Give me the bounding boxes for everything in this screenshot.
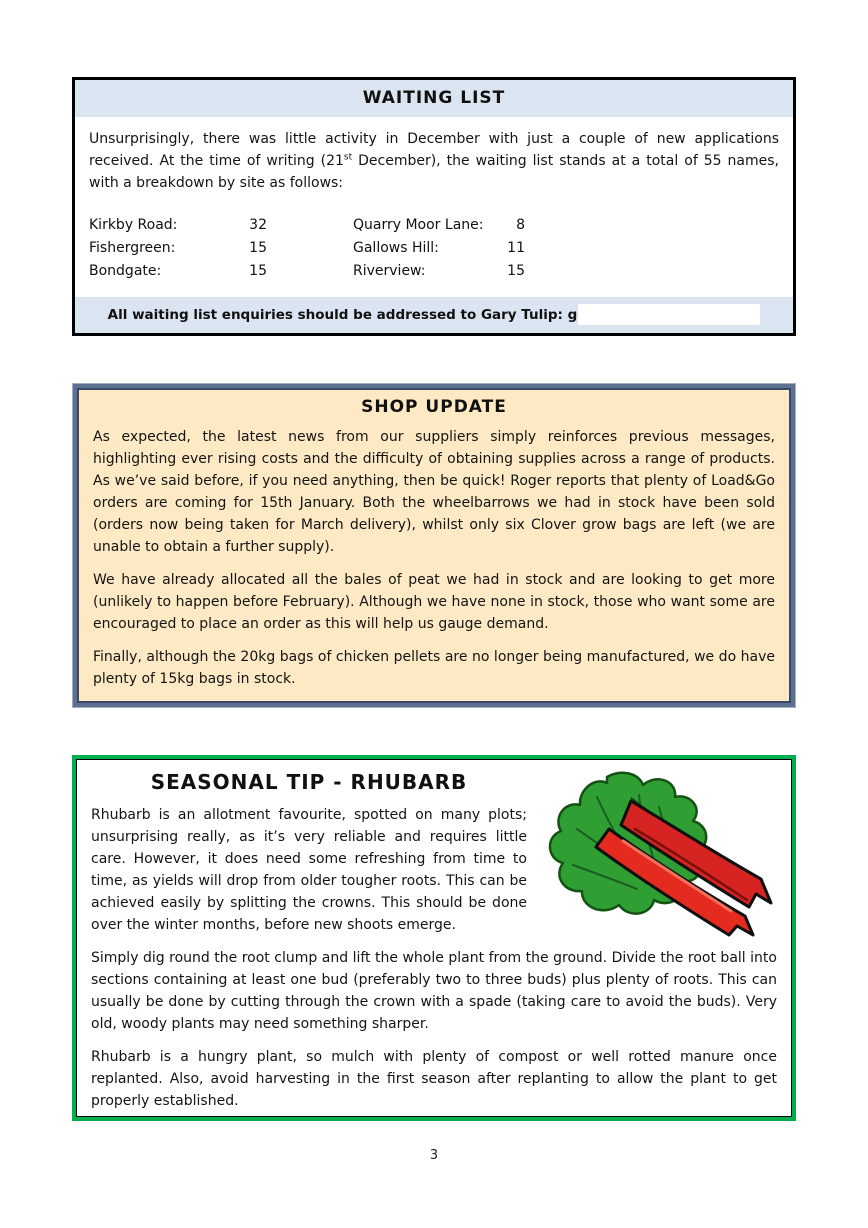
site-label: Gallows Hill: — [353, 240, 439, 256]
waiting-list-intro: Unsurprisingly, there was little activity in December with just a couple of new applications received. At the time of writing (21st December), the waiting list stands at a total of 55 names, with a breakdown by site as follows: — [89, 131, 779, 191]
seasonal-tip-paragraph: Rhubarb is an allotment favourite, spotted on many plots; unsurprising really, as it’s very reliable and requires little care. However, it does need some refreshing from time to time, as yields will drop from older tougher roots. This can be achieved easily by splitting the crowns. This should be done over the winter months, before new shoots emerge. — [91, 807, 527, 933]
seasonal-tip-paragraph: Rhubarb is a hungry plant, so mulch with plenty of compost or well rotted manure once replanted. Also, avoid harvesting in the first season after replanting to allow the plant to get properly established. — [91, 1049, 777, 1109]
site-label: Fishergreen: — [89, 240, 176, 256]
waiting-list-body — [75, 117, 793, 297]
waiting-list-box — [72, 77, 796, 336]
site-count: 8 — [516, 217, 525, 233]
spacer — [267, 237, 353, 260]
seasonal-tip-box — [72, 755, 796, 1121]
spacer — [267, 260, 353, 283]
site-label: Riverview: — [353, 263, 426, 279]
site-count: 32 — [249, 217, 267, 233]
waiting-list-footer — [75, 297, 793, 333]
shop-update-title: SHOP UPDATE — [361, 397, 507, 417]
shop-update-paragraph: We have already allocated all the bales of peat we had in stock and are looking to get more (unlikely to happen before February). Although we have none in stock, those who want some are encouraged to place an order as this will help us gauge demand. — [93, 572, 775, 632]
waiting-list-contact-text: All waiting list enquiries should be addressed to Gary Tulip: g — [107, 306, 578, 323]
site-label: Quarry Moor Lane: — [353, 217, 484, 233]
site-count: 15 — [507, 263, 525, 279]
site-count: 15 — [249, 240, 267, 256]
seasonal-tip-title: SEASONAL TIP - RHUBARB — [150, 770, 468, 794]
page-number: 3 — [429, 1148, 439, 1163]
seasonal-tip-inner — [76, 759, 792, 1117]
spacer — [267, 214, 353, 237]
shop-update-box — [72, 383, 796, 708]
shop-update-paragraph: As expected, the latest news from our suppliers simply reinforces previous messages, highlighting ever rising costs and the difficulty of obtaining supplies across a range of products. As we’ve said before, if you need anything, then be quick! Roger reports that plenty of Load&Go orders are coming for 15th January. Both the wheelbarrows we had in stock have been sold (orders now being taken for March delivery), whilst only six Clover grow bags are left (we are unable to obtain a further supply). — [93, 429, 775, 555]
superscript-st: st — [343, 152, 353, 163]
shop-update-inner — [77, 388, 791, 703]
rhubarb-illustration — [539, 767, 777, 939]
redacted-email-box — [578, 304, 760, 325]
site-label: Bondgate: — [89, 263, 162, 279]
seasonal-tip-paragraph: Simply dig round the root clump and lift the whole plant from the ground. Divide the root ball into sections containing at least one bud (preferably two to three buds) plus plenty of roots. This can usually be done by cutting through the crown with a spade (taking care to avoid the buds). Very old, woody plants may need something sharper. — [91, 950, 777, 1032]
waiting-list-sites-table — [89, 214, 779, 283]
site-count: 11 — [507, 240, 525, 256]
waiting-list-title: WAITING LIST — [75, 80, 793, 117]
site-count: 15 — [249, 263, 267, 279]
shop-update-paragraph: Finally, although the 20kg bags of chicken pellets are no longer being manufactured, we do have plenty of 15kg bags in stock. — [93, 649, 775, 687]
site-label: Kirkby Road: — [89, 217, 178, 233]
